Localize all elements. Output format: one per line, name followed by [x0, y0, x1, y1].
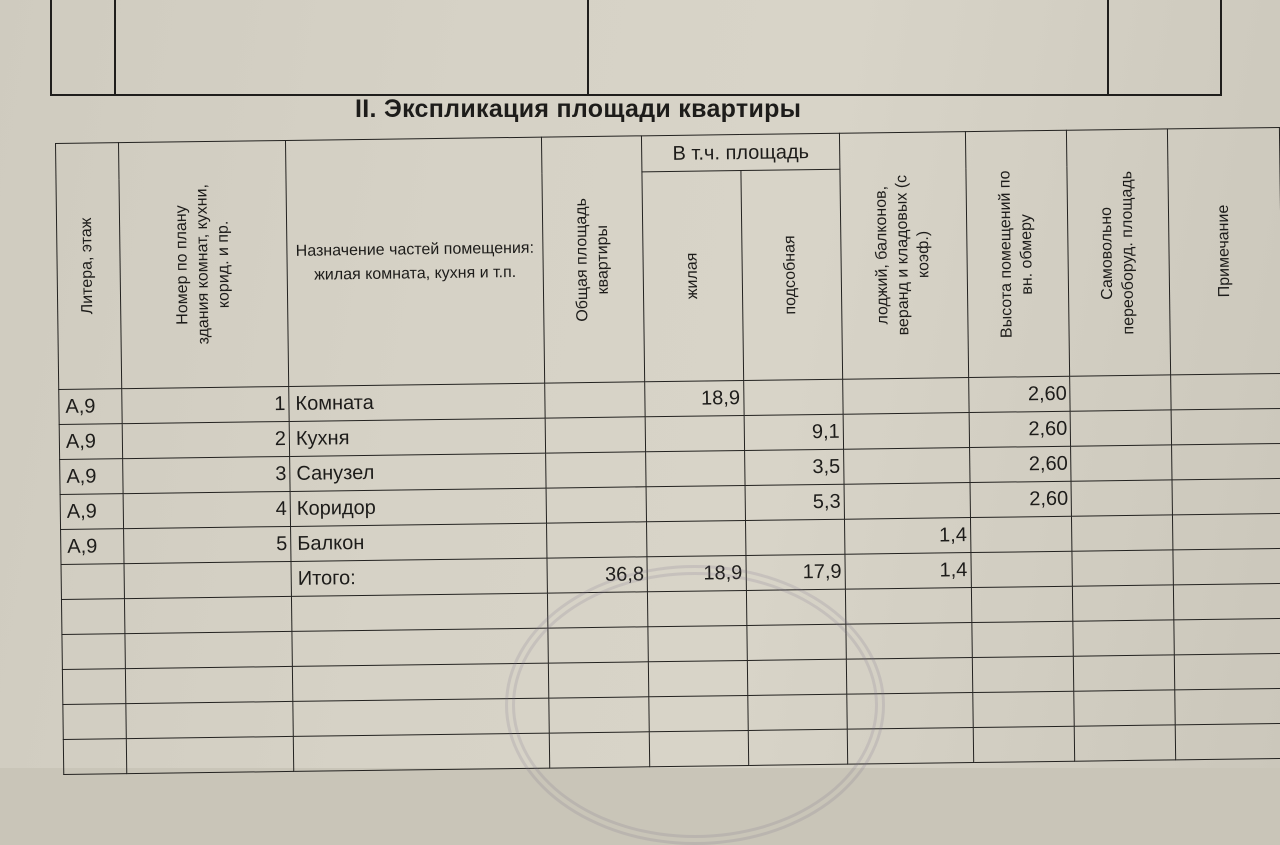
cell-nomer: 3 [122, 456, 290, 493]
cell-podsobnaya [747, 659, 847, 695]
cell-zhilaya [647, 520, 746, 556]
cell-nomer [124, 561, 292, 598]
cell-podsobnaya [745, 519, 845, 555]
cell-samovolno [1074, 690, 1175, 726]
header-litera: Литера, этаж [56, 143, 122, 390]
cell-samovolno [1072, 515, 1173, 551]
cell-litera [63, 739, 126, 775]
cell-obshaya [546, 522, 647, 558]
header-lodzhii: лоджий, балконов, веранд и кладовых (с коэф.) [839, 132, 968, 380]
cell-podsobnaya: 9,1 [744, 414, 844, 450]
cell-podsobnaya [743, 379, 843, 415]
header-naznachenie: Назначение частей помещения: жилая комната, кухня и т.п. [286, 137, 545, 386]
cell-name: Коридор [290, 488, 546, 526]
cell-litera: А,9 [61, 529, 124, 565]
cell-vysota [970, 516, 1072, 552]
cell-samovolno [1071, 410, 1172, 446]
cell-nomer [126, 701, 294, 738]
cell-obshaya [549, 697, 650, 733]
cell-name [291, 593, 547, 631]
cell-obshaya [549, 732, 650, 768]
cell-name [292, 663, 548, 701]
cell-obshaya [545, 382, 646, 418]
cell-lodzhii [843, 378, 969, 415]
cell-litera [62, 669, 125, 705]
cell-samovolno [1070, 375, 1171, 411]
cell-name: Кухня [289, 418, 545, 456]
cell-nomer: 5 [123, 526, 291, 563]
table-divider [1107, 0, 1109, 94]
cell-primechanie [1171, 408, 1280, 444]
cell-primechanie [1174, 653, 1280, 689]
table-divider [587, 0, 589, 94]
cell-samovolno [1072, 550, 1173, 586]
cell-samovolno [1073, 620, 1174, 656]
cell-vysota [972, 656, 1074, 692]
cell-primechanie [1172, 478, 1280, 514]
header-vysota: Высота помещений по вн. обмеру [965, 130, 1070, 377]
cell-nomer: 1 [121, 386, 289, 423]
cell-nomer [125, 666, 293, 703]
cell-obshaya [545, 417, 646, 453]
cell-lodzhii [847, 693, 973, 730]
cell-zhilaya [648, 625, 747, 661]
cell-primechanie [1172, 443, 1280, 479]
cell-podsobnaya: 17,9 [746, 554, 846, 590]
cell-nomer [125, 631, 293, 668]
cell-samovolno [1075, 725, 1176, 761]
cell-lodzhii [843, 448, 969, 485]
cell-obshaya [545, 452, 646, 488]
cell-podsobnaya [747, 694, 847, 730]
cell-zhilaya [649, 660, 748, 696]
cell-primechanie [1172, 513, 1280, 549]
cell-vysota [972, 691, 1074, 727]
cell-lodzhii: 1,4 [845, 553, 971, 590]
cell-obshaya [548, 627, 649, 663]
cell-name [292, 628, 548, 666]
cell-obshaya [547, 592, 648, 628]
cell-lodzhii [844, 483, 970, 520]
cell-primechanie [1173, 548, 1280, 584]
cell-litera [62, 634, 125, 670]
cell-nomer: 2 [122, 421, 290, 458]
cell-podsobnaya [748, 729, 848, 765]
cell-vysota: 2,60 [970, 481, 1072, 517]
cell-name [293, 698, 549, 736]
previous-table-fragment [50, 0, 1222, 96]
cell-lodzhii: 1,4 [844, 518, 970, 555]
cell-vysota [971, 586, 1073, 622]
header-zhilaya: жилая [642, 171, 743, 382]
cell-litera: А,9 [59, 389, 122, 425]
cell-podsobnaya: 3,5 [744, 449, 844, 485]
cell-zhilaya [646, 486, 745, 522]
cell-litera: А,9 [60, 494, 123, 530]
cell-zhilaya [650, 730, 749, 766]
explication-table [55, 127, 1280, 775]
cell-vysota: 2,60 [969, 446, 1071, 482]
cell-name [293, 733, 549, 771]
cell-zhilaya: 18,9 [645, 381, 744, 417]
cell-litera: А,9 [59, 424, 122, 460]
cell-name: Комната [289, 383, 545, 421]
header-samovolno: Самовольно переоборуд. площадь [1067, 129, 1171, 376]
cell-podsobnaya [746, 589, 846, 625]
cell-podsobnaya: 5,3 [745, 484, 845, 520]
header-primechanie: Примечание [1167, 127, 1280, 374]
cell-zhilaya [646, 451, 745, 487]
cell-vysota [971, 551, 1073, 587]
cell-samovolno [1071, 480, 1172, 516]
cell-obshaya [548, 662, 649, 698]
cell-samovolno [1071, 445, 1172, 481]
header-obshaya: Общая площадь квартиры [541, 136, 645, 383]
cell-nomer: 4 [123, 491, 291, 528]
cell-litera [61, 564, 124, 600]
cell-samovolno [1074, 655, 1175, 691]
cell-obshaya: 36,8 [547, 557, 648, 593]
header-podsobnaya: подсобная [741, 169, 843, 380]
cell-primechanie [1171, 373, 1280, 409]
cell-zhilaya [645, 416, 744, 452]
cell-samovolno [1073, 585, 1174, 621]
section-title: II. Экспликация площади квартиры [355, 95, 802, 123]
cell-primechanie [1173, 583, 1280, 619]
cell-lodzhii [845, 588, 971, 625]
table-divider [114, 0, 116, 94]
cell-litera [63, 704, 126, 740]
cell-primechanie [1174, 618, 1280, 654]
cell-obshaya [546, 487, 647, 523]
header-nomer: Номер по плану здания комнат, кухни, корид. и пр. [118, 140, 289, 388]
cell-primechanie [1175, 688, 1280, 724]
cell-zhilaya [648, 590, 747, 626]
cell-zhilaya [649, 695, 748, 731]
cell-nomer [126, 736, 294, 773]
cell-lodzhii [843, 413, 969, 450]
cell-lodzhii [846, 658, 972, 695]
cell-litera: А,9 [60, 459, 123, 495]
header-v-tch: В т.ч. площадь [642, 133, 840, 172]
cell-vysota: 2,60 [969, 411, 1071, 447]
cell-lodzhii [847, 728, 973, 765]
cell-nomer [124, 596, 292, 633]
cell-litera [61, 599, 124, 635]
cell-primechanie [1175, 723, 1280, 759]
cell-name: Итого: [291, 558, 547, 596]
cell-lodzhii [846, 623, 972, 660]
cell-name: Санузел [290, 453, 546, 491]
cell-zhilaya: 18,9 [647, 555, 746, 591]
cell-vysota: 2,60 [968, 376, 1070, 412]
cell-vysota [973, 726, 1075, 762]
cell-name: Балкон [291, 523, 547, 561]
cell-vysota [972, 621, 1074, 657]
cell-podsobnaya [747, 624, 847, 660]
